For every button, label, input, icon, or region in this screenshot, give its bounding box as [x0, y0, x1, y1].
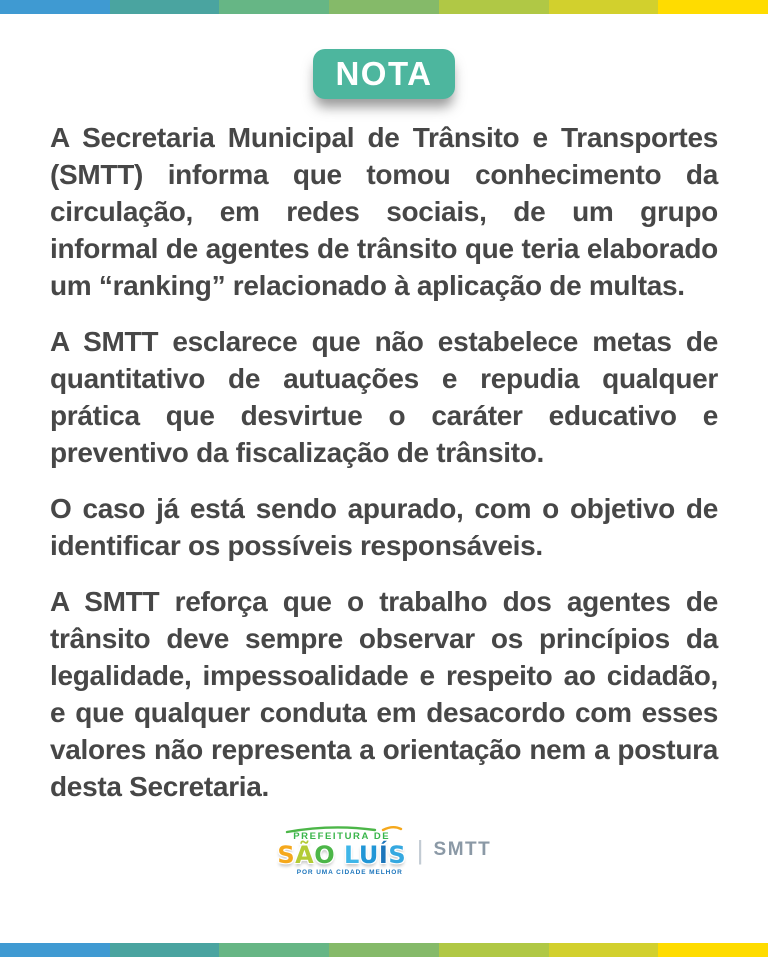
- nota-badge-label: NOTA: [335, 55, 433, 92]
- stripe-segment: [658, 0, 768, 14]
- stripe-segment: [658, 943, 768, 957]
- logo-city-name: [277, 842, 407, 868]
- paragraph-3: O caso já está sendo apurado, com o objetivo de identificar os possíveis responsáveis.: [50, 493, 718, 561]
- logo-pretitle: PREFEITURA DE: [293, 831, 391, 842]
- logo-city-letter: Í: [378, 840, 389, 869]
- nota-badge: [313, 49, 455, 99]
- statement-body: [0, 99, 768, 805]
- stripe-segment: [549, 943, 659, 957]
- color-stripe-bottom: [0, 943, 768, 957]
- stripe-segment: [439, 943, 549, 957]
- logo-city-letter: S: [388, 840, 407, 869]
- logo-city-letter: L: [343, 840, 359, 869]
- stripe-segment: [110, 943, 220, 957]
- logo-org-name: SMTT: [433, 839, 492, 861]
- stripe-segment: [110, 0, 220, 14]
- logo-city-letter: O: [314, 840, 336, 869]
- logo-tagline: POR UMA CIDADE MELHOR: [296, 868, 403, 876]
- stripe-segment: [219, 943, 329, 957]
- logo-separator: |: [416, 835, 424, 866]
- stripe-segment: [329, 943, 439, 957]
- logo-city-letter: U: [358, 840, 379, 869]
- paragraph-2: A SMTT esclarece que não estabelece metas de quantitativo de autuações e repudia qualquer prática que desvirtue o caráter educativo e preventivo da fiscalização de trânsito.: [50, 326, 718, 468]
- paragraph-1: A Secretaria Municipal de Trânsito e Transportes (SMTT) informa que tomou conhecimento da circulação, em redes sociais, de um grupo informal de agentes de trânsito que teria elaborado um “ranking” relacionado à aplicação de multas.: [50, 122, 718, 301]
- logo-city-letter: [335, 841, 344, 869]
- logo-city-letter: S: [277, 840, 296, 869]
- stripe-segment: [0, 0, 110, 14]
- stripe-segment: [549, 0, 659, 14]
- footer-logo: [0, 824, 768, 876]
- stripe-segment: [219, 0, 329, 14]
- stripe-segment: [0, 943, 110, 957]
- stripe-segment: [439, 0, 549, 14]
- logo-city-letter: Ã: [295, 840, 315, 869]
- stripe-segment: [329, 0, 439, 14]
- paragraph-4: A SMTT reforça que o trabalho dos agentes de trânsito deve sempre observar os princípios da legalidade, impessoalidade e respeito ao cidadão, e que qualquer conduta em desacordo com esses valores não representa a orientação nem a postura desta Secretaria.: [50, 586, 718, 802]
- city-hall-logo: [277, 824, 407, 876]
- color-stripe-top: [0, 0, 768, 14]
